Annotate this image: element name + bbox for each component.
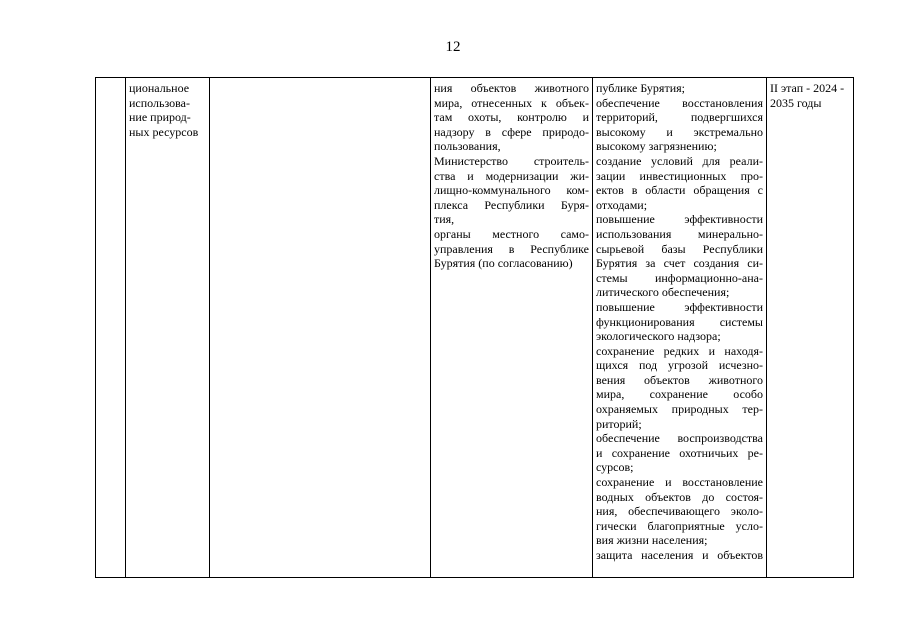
text-line: тия, — [434, 212, 455, 227]
text-line: щихся под угрозой исчезно- — [596, 358, 763, 373]
text-line: и сохранение охотничьих ре- — [596, 445, 763, 460]
text-line: использования минерально- — [596, 226, 763, 241]
text-line: ных ресурсов — [129, 124, 199, 139]
text-line: обеспечение воспроизводства — [596, 431, 763, 446]
text-line: Бурятия за счет создания си- — [596, 256, 763, 271]
cell-expected-results — [593, 78, 767, 578]
text-line: функционирования системы — [596, 314, 763, 329]
text-line: Министерство строитель- — [434, 153, 589, 168]
text-line: территорий, подвергшихся — [596, 110, 763, 125]
text-line: надзору в сфере природо- — [434, 124, 589, 139]
text-line: сохранение и восстановление — [596, 475, 763, 490]
text-line: управления в Республике — [434, 241, 589, 256]
cell-responsible — [431, 78, 593, 578]
text-line: II этап - 2024 - — [770, 81, 845, 95]
text-line: ства и модернизации жи- — [434, 168, 589, 183]
text-line: мира, отнесенных к объек- — [434, 95, 589, 110]
text-line: Бурятия (по согласованию) — [434, 256, 573, 271]
text-line: плекса Республики Буря- — [434, 197, 589, 212]
text-line: высокому и экстремально — [596, 124, 763, 139]
text-line: литического обеспечения; — [596, 285, 730, 300]
text-line: циональное — [129, 81, 190, 95]
text-line: создание условий для реали- — [596, 153, 763, 168]
text-line: использова- — [129, 95, 190, 110]
text-line: зации инвестиционных про- — [596, 168, 763, 183]
cell-period — [767, 78, 854, 578]
text-line: 2035 годы — [770, 95, 822, 110]
table-row — [96, 78, 854, 578]
text-line: ния объектов животного — [434, 81, 589, 95]
page-number: 12 — [445, 39, 461, 55]
cell-direction — [126, 78, 210, 578]
text-line: повышение эффективности — [596, 299, 763, 314]
text-line: риторий; — [596, 416, 642, 431]
program-table — [95, 77, 854, 578]
text-line: повышение эффективности — [596, 212, 763, 227]
text-line: сохранение редких и находя- — [596, 343, 763, 358]
text-line: пользования, — [434, 139, 501, 154]
text-line: ния, обеспечивающего эколо- — [596, 504, 763, 519]
text-line: высокому загрязнению; — [596, 139, 717, 154]
text-line: сырьевой базы Республики — [596, 241, 763, 256]
text-line: публике Бурятия; — [596, 81, 685, 95]
text-line: экологического надзора; — [596, 329, 721, 344]
text-line: защита населения и объектов — [596, 548, 763, 562]
text-line: ние природ- — [129, 110, 191, 125]
text-line: ектов в области обращения с — [596, 183, 763, 198]
text-line: вия жизни населения; — [596, 533, 708, 548]
text-line: водных объектов до состоя- — [596, 489, 763, 504]
cell-empty — [210, 78, 431, 578]
text-line: охраняемых природных тер- — [596, 402, 763, 417]
text-line: вения объектов животного — [596, 372, 763, 387]
cell-number — [96, 78, 126, 578]
text-line: отходами; — [596, 197, 648, 212]
text-line: лищно-коммунального ком- — [434, 183, 589, 198]
text-line: обеспечение восстановления — [596, 95, 763, 110]
text-line: стемы информационно-ана- — [596, 270, 763, 285]
text-line: органы местного само- — [434, 226, 589, 241]
text-line: гически благоприятные усло- — [596, 518, 763, 533]
text-line: мира, сохранение особо — [596, 387, 763, 402]
text-line: сурсов; — [596, 460, 634, 475]
text-line: там охоты, контролю и — [434, 110, 589, 125]
